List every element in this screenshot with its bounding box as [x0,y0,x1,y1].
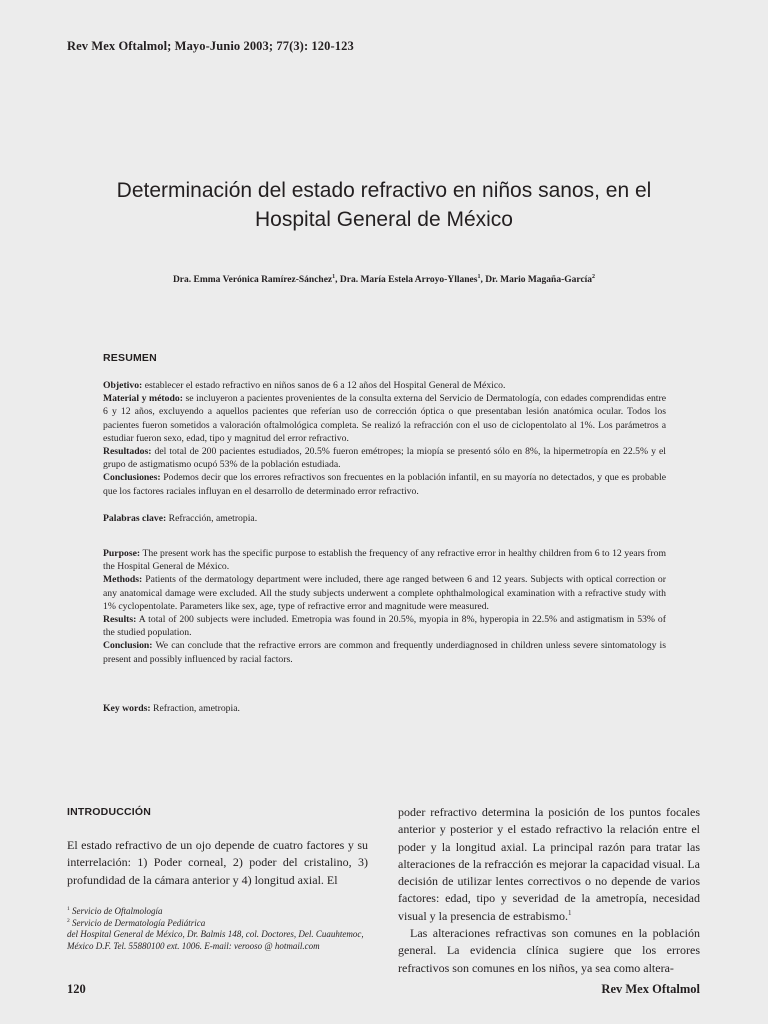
palabras-clave-label: Palabras clave: [103,513,167,524]
conclusion-text: We can conclude that the refractive errors are common and frequently underdiagnosed in children unless severe sintomatology is present and possibly influenced by racial factors. [103,640,666,665]
objetivo-paragraph [103,379,666,392]
key-words-text: Refraction, ametropia. [150,703,240,714]
resultados-paragraph [103,445,666,471]
abstract-english [103,547,666,666]
metodo-text: se incluyeron a pacientes provenientes de la consulta externa del Servicio de Dermatología, con edades comprendidas entre 6 y 12 años, excluyendo a aquellos pacientes que referían uso de corrección óptica o que presentaban lesión anatómica ocular. Todos los pacientes fueron sometidos a valoración oftalmológica completa. Se realizó la refracción con el uso de ciclopentolato al 1%. Los parámetros a estudiar fueron sexo, edad, tipo y magnitud del error refractivo. [103,393,667,444]
author-2: Dra. María Estela Arroyo-Yllanes [339,275,478,285]
author-list [40,275,728,285]
footnote-1 [67,906,368,918]
intro-paragraph-continued [398,804,700,925]
affiliation-footnotes [67,906,368,952]
palabras-clave [103,512,666,525]
footnote-2 [67,918,368,930]
intro-right-column [398,804,700,977]
key-words [103,702,666,715]
footnote-2-mark: 2 [67,917,70,924]
intro-paragraph-continued-text: poder refractivo determina la posición de los puntos focales anterior y posterior y el estado refractivo la relación entre el poder y la longitud axial. La principal razón para tratar las alteraciones de la refracción es mejorar la capacidad visual. La decisión de utilizar lentes correctivos o no depende de varios factores: edad, tipo y severidad de la ametropía, necesidad visual y la presencia de estrabismo. [398,805,700,923]
metodo-paragraph [103,392,666,445]
palabras-clave-text: Refracción, ametropia. [166,513,258,524]
title-line-1: Determinación del estado refractivo en niños sanos, en el [116,179,652,202]
conclusiones-text: Podemos decir que los errores refractivos son frecuentes en la población infantil, en su mayoría no detectados, y que es probable que los factores raciales influyan en el desarrollo de determinado error refractivo. [103,472,666,497]
conclusion-label: Conclusion: [103,640,153,652]
running-footer: Rev Mex Oftalmol [601,982,700,996]
intro-paragraph: El estado refractivo de un ojo depende de cuatro factores y su interrelación: 1) Poder corneal, 2) poder del cristalino, 3) profundidad de la cámara anterior y 4) longitud axial. El [67,838,368,887]
author-3-affiliation: 2 [592,273,596,280]
author-1-affiliation: 1 [332,273,336,280]
article-title [40,176,728,234]
author-2-affiliation: 1 [477,273,481,280]
resumen-heading: RESUMEN [103,352,157,364]
footnote-address: del Hospital General de México, Dr. Balmis 148, col. Doctores, Del. Cuauhtemoc, México D.F. Tel. 55880100 ext. 1006. E-mail: verooso @ hotmail.com [67,929,364,951]
objetivo-label: Objetivo: [103,380,143,391]
intro-left-column [67,837,368,889]
purpose-paragraph [103,547,666,573]
page-number: 120 [67,982,86,996]
purpose-label: Purpose: [103,548,141,559]
footnote-1-text: Servicio de Oftalmología [69,906,163,916]
key-words-label: Key words: [103,703,151,714]
metodo-label: Material y método: [103,393,183,405]
author-1: Dra. Emma Verónica Ramírez-Sánchez [172,275,333,285]
author-separator: , [335,275,340,285]
resultados-label: Resultados: [103,446,152,458]
conclusiones-paragraph [103,471,666,497]
results-label: Results: [103,614,137,626]
methods-text: Patients of the dermatology department were included, there age ranged between 6 and 12 years. Subjects with optical correction or any anatomical damage were excluded. All the study subjects underwent a complete ophthalmological examination with a refractive study with 1% cyclopentolate. Parameters like sex, age, type of refractive error and magnitude were measured. [103,574,666,612]
results-text: A total of 200 subjects were included. Emetropia was found in 20.5%, myopia in 8%, hyperopia in 22.5% and astigmatism in 53% of the studied population. [103,614,666,639]
running-header: Rev Mex Oftalmol; Mayo-Junio 2003; 77(3): 120-123 [67,39,354,53]
intro-paragraph-2: Las alteraciones refractivas son comunes en la población general. La evidencia clínica sugiere que los errores refractivos son comunes en los niños, ya sea como altera- [398,926,700,975]
objetivo-text: establecer el estado refractivo en niños sanos de 6 a 12 años del Hospital General de México. [142,380,506,391]
introduccion-heading: INTRODUCCIÓN [67,806,152,818]
methods-paragraph [103,573,666,613]
reference-mark: 1 [567,908,572,917]
author-separator: , [480,275,486,285]
resumen-body [103,379,666,498]
purpose-text: The present work has the specific purpose to establish the frequency of any refractive error in healthy children from 6 to 12 years from the Hospital General de México. [103,548,666,573]
title-line-2: Hospital General de México [255,208,513,231]
footnote-1-mark: 1 [67,906,70,912]
footnote-2-text: Servicio de Dermatología Pediátrica [69,917,206,928]
author-3: Dr. Mario Magaña-García [485,275,593,285]
resultados-text: del total de 200 pacientes estudiados, 20.5% fueron emétropes; la miopía se presentó sólo en 8%, la hipermetropía en 22.5% y el grupo de astigmatismo ocupó 53% de la población estudiada. [103,446,666,471]
conclusion-paragraph [103,639,666,665]
conclusiones-label: Conclusiones: [103,472,161,484]
methods-label: Methods: [103,574,143,586]
results-paragraph [103,613,666,639]
